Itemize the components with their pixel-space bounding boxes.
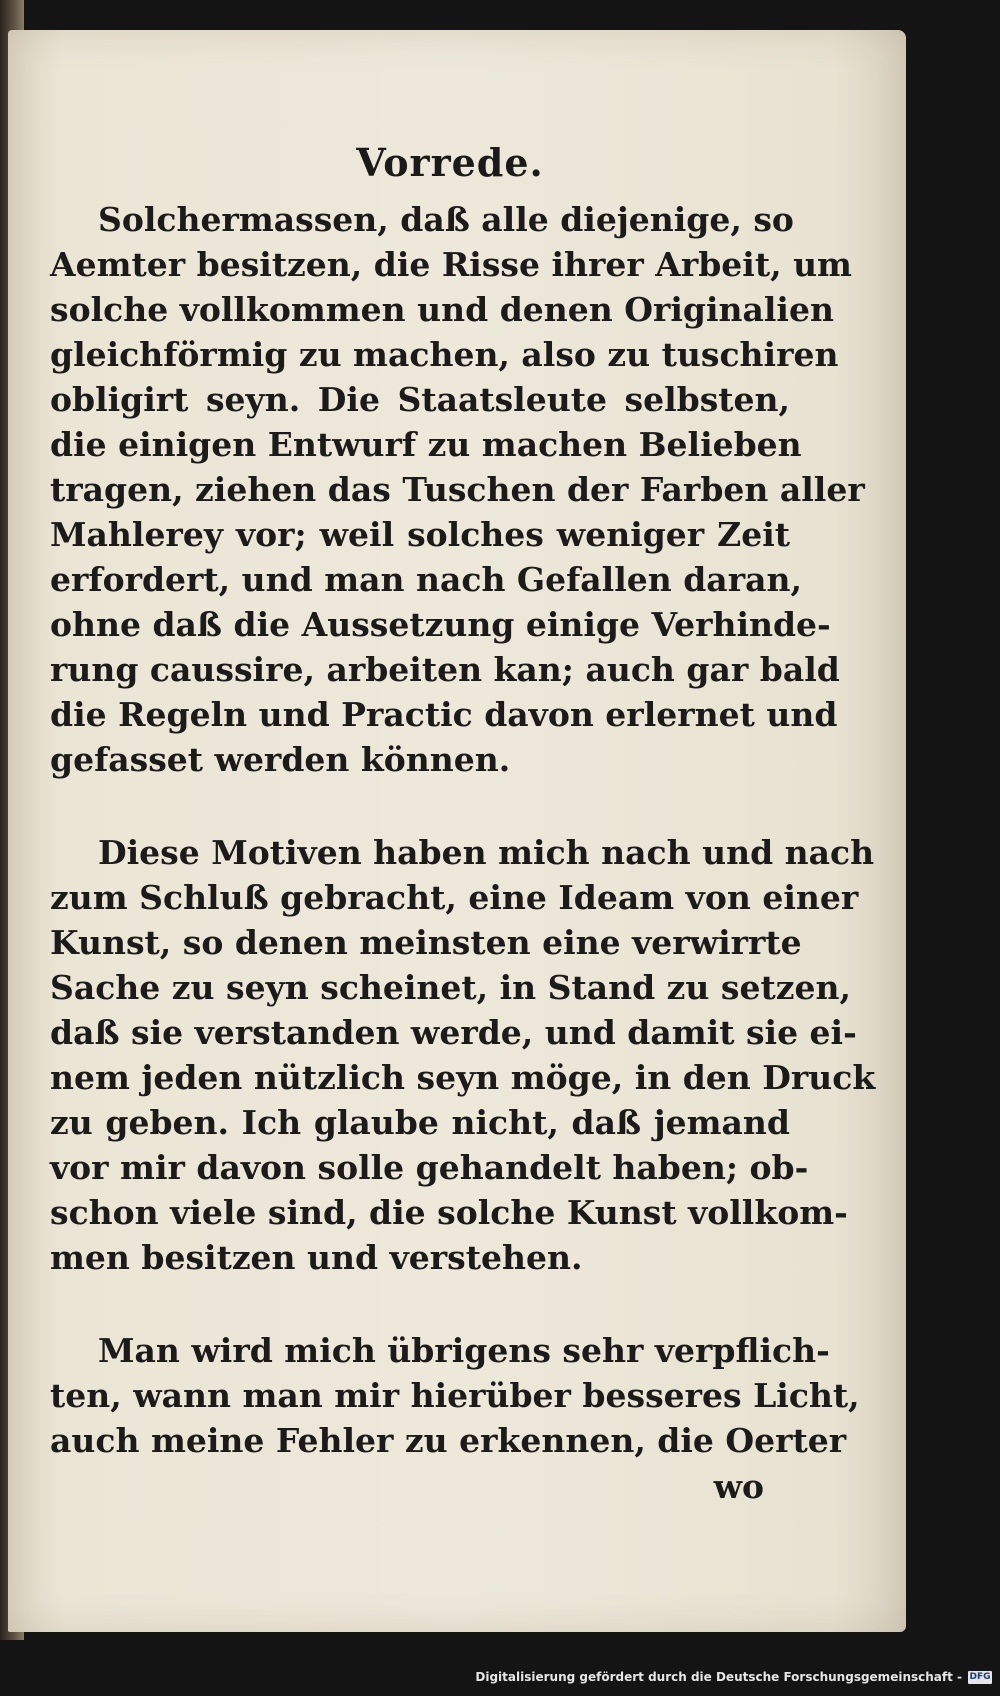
text-line: die einigen Entwurf zu machen Belieben (50, 425, 802, 464)
book-page (8, 30, 906, 1632)
paragraph-gap (50, 1280, 790, 1328)
text-line: gleichförmig zu machen, also zu tuschiren (50, 335, 839, 374)
digitization-footer (475, 1666, 992, 1688)
text-line: men besitzen und verstehen. (50, 1238, 583, 1277)
text-line: Mahlerey vor; weil solches weniger Zeit (50, 515, 790, 554)
text-line: auch meine Fehler zu erkennen, die Oerter (50, 1421, 847, 1460)
paragraph (50, 830, 876, 1280)
dfg-logo-icon: DFG (969, 1672, 991, 1682)
text-line: ten, wann man mir hierüber besseres Licht, (50, 1376, 860, 1415)
paragraphs-container (50, 197, 876, 1463)
text-line: gefasset werden können. (50, 740, 511, 779)
text-line: schon viele sind, die solche Kunst vollkom- (50, 1193, 848, 1232)
text-line: tragen, ziehen das Tuschen der Farben aller (50, 470, 865, 509)
text-line: Man wird mich übrigens sehr verpflich- (98, 1331, 830, 1370)
text-line: Diese Motiven haben mich nach und nach (98, 833, 875, 872)
paragraph-gap (50, 782, 790, 830)
text-line: die Regeln und Practic davon erlernet und (50, 695, 838, 734)
text-line: Solchermassen, daß alle diejenige, so (98, 200, 794, 239)
paragraph (50, 197, 865, 782)
text-line: obligirt seyn. Die Staatsleute selbsten, (50, 380, 790, 419)
text-line: solche vollkommen und denen Originalien (50, 290, 834, 329)
text-line: nem jeden nützlich seyn möge, in den Druck (50, 1058, 876, 1097)
footer-credit: Digitalisierung gefördert durch die Deutsche Forschungsgemeinschaft - (475, 1670, 962, 1684)
text-line: vor mir davon solle gehandelt haben; ob- (50, 1148, 809, 1187)
catchword: wo (713, 1467, 764, 1506)
text-line: Aemter besitzen, die Risse ihrer Arbeit, um (50, 245, 852, 284)
text-line: Kunst, so denen meinsten eine verwirrte (50, 923, 802, 962)
text-line: erfordert, und man nach Gefallen daran, (50, 560, 802, 599)
page-text-block (50, 140, 876, 1506)
text-line: rung caussire, arbeiten kan; auch gar bald (50, 650, 840, 689)
text-line: zu geben. Ich glaube nicht, daß jemand (50, 1103, 790, 1142)
paragraph (50, 1328, 860, 1463)
text-line: daß sie verstanden werde, und damit sie ei- (50, 1013, 857, 1052)
running-head: Vorrede. (356, 140, 544, 185)
text-line: ohne daß die Aussetzung einige Verhinde- (50, 605, 831, 644)
text-line: zum Schluß gebracht, eine Ideam von einer (50, 878, 859, 917)
text-line: Sache zu seyn scheinet, in Stand zu setzen, (50, 968, 851, 1007)
